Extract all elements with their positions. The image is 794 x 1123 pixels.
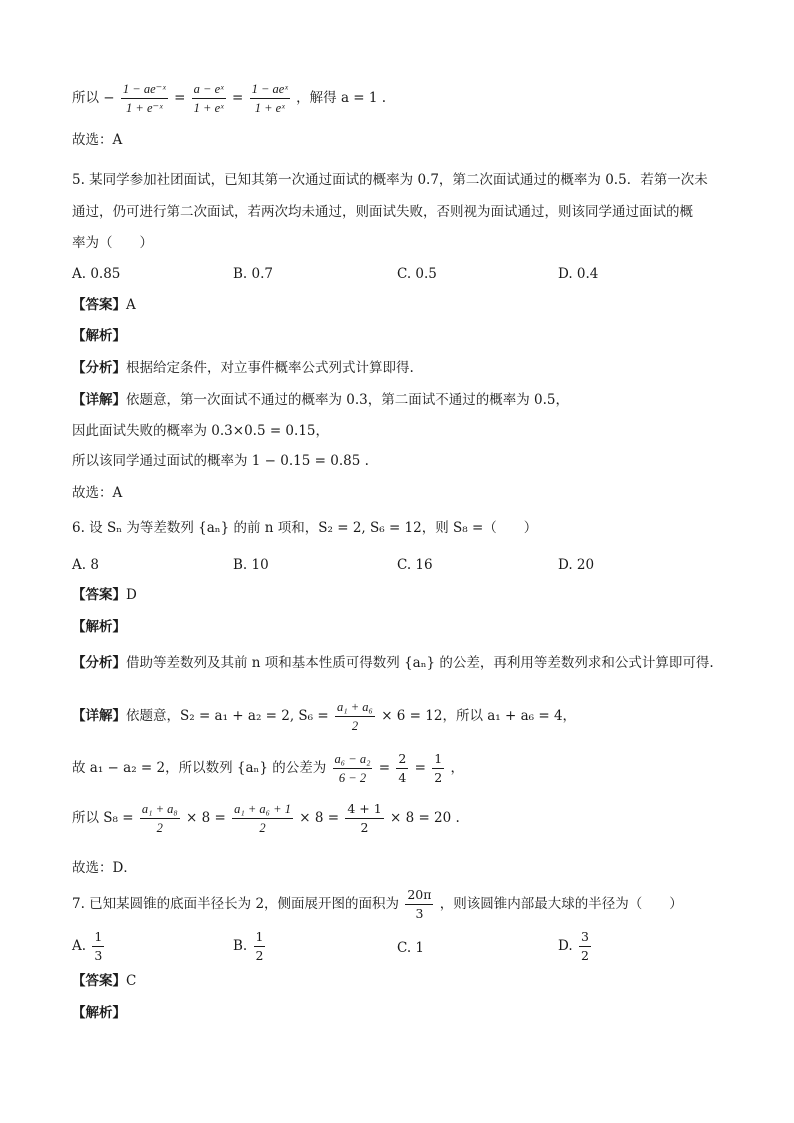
fraction: $\frac{1}{2}$ — [434, 751, 443, 785]
q7-option-c: C. 1 — [397, 940, 425, 956]
fraction: $\frac{3}{2}$ — [580, 929, 589, 963]
fraction: $\frac{\text{a₁ + a₆ + 1}}{2}$ — [234, 802, 291, 835]
q6-answer: 【答案】D — [72, 587, 137, 603]
q5-choose: 故选：A — [72, 485, 123, 501]
q6-option-a: A. 8 — [72, 557, 99, 573]
q5-option-c: C. 0.5 — [397, 266, 437, 282]
q7-option-a: A. $\frac{1}{3}$ — [72, 929, 103, 963]
fraction: $\frac{\text{1 − ae⁻ˣ}}{\text{1 + e⁻ˣ}}$ — [122, 82, 166, 115]
fraction: $\frac{\text{a − eˣ}}{\text{1 + eˣ}}$ — [193, 82, 224, 115]
q7-analysis-heading: 【解析】 — [72, 1005, 126, 1021]
q6-option-b: B. 10 — [233, 557, 269, 573]
q6-detail-line3: 所以 S₈ = $\frac{\text{a₁ + a₈}}{2}$ × 8 = $\frac{\text{a₁ + a₆ + 1}}{2}$ × 8 = $\frac{4 + 1}{2}$ × 8 = 20 . — [72, 801, 460, 835]
q5-option-a: A. 0.85 — [72, 266, 121, 282]
q6-options — [72, 554, 712, 576]
q5-stem-line3: 率为（ ） — [72, 235, 153, 251]
q5-stem-line2: 通过，仍可进行第二次面试，若两次均未通过，则面试失败，否则视为面试通过，则该同学通过面试的概 — [72, 204, 693, 220]
q7-option-b: B. $\frac{1}{2}$ — [233, 929, 264, 963]
q5-detail-line2: 因此面试失败的概率为 0.3×0.5 = 0.15， — [72, 423, 329, 439]
q6-analysis-heading: 【解析】 — [72, 619, 126, 635]
q6-option-d: D. 20 — [558, 557, 595, 573]
q5-detail-line3: 所以该同学通过面试的概率为 1 − 0.15 = 0.85 . — [72, 453, 369, 469]
q6-fenxi: 【分析】借助等差数列及其前 n 项和基本性质可得数列 {aₙ} 的公差，再利用等差数列求和公式计算即可得. — [72, 655, 714, 671]
fraction: $\frac{\text{a₁ + a₆}}{2}$ — [337, 700, 373, 733]
q5-options — [72, 263, 712, 285]
q6-option-c: C. 16 — [397, 557, 433, 573]
fraction: $\frac{\text{1 − aeˣ}}{\text{1 + eˣ}}$ — [251, 82, 288, 115]
q7-option-d: D. $\frac{3}{2}$ — [558, 929, 589, 963]
q5-option-d: D. 0.4 — [558, 266, 599, 282]
fraction: $\frac{1}{3}$ — [94, 929, 103, 963]
q6-choose: 故选：D． — [72, 860, 137, 876]
q7-answer: 【答案】C — [72, 973, 137, 989]
q6-detail-line2: 故 a₁ − a₂ = 2，所以数列 {aₙ} 的公差为 $\frac{\text{a₆ − a₂}}{6 - 2}$ = $\frac{2}{4}$ = $\frac{1}{2}$ ， — [72, 751, 464, 785]
fraction: $\frac{1}{2}$ — [255, 929, 264, 963]
fraction: $\frac{\text{a₁ + a₈}}{2}$ — [141, 802, 178, 835]
prev-choose: 故选：A — [72, 132, 123, 148]
q6-stem: 6. 设 Sₙ 为等差数列 {aₙ} 的前 n 项和，S₂ = 2, S₆ = 12，则 S₈ =（ ） — [72, 520, 538, 536]
q5-analysis-heading: 【解析】 — [72, 328, 126, 344]
prev-solution-line: 所以 − $\frac{\text{1 − ae⁻ˣ}}{\text{1 + e⁻ˣ}}$ = $\frac{\text{a − eˣ}}{\text{1 + eˣ}}$ = $\frac{\text{1 − aeˣ}}{\text{1 + eˣ}}$ ，解得 a = 1 . — [72, 82, 387, 115]
fraction: $\frac{2}{4}$ — [398, 751, 407, 785]
q6-detail-line1: 【详解】依题意，S₂ = a₁ + a₂ = 2, S₆ = $\frac{\text{a₁ + a₆}}{2}$ × 6 = 12，所以 a₁ + a₆ = 4， — [72, 700, 577, 733]
fraction: $\frac{20\pi}{3}$ — [407, 887, 432, 921]
q5-detail-line1: 【详解】依题意，第一次面试不通过的概率为 0.3，第二面试不通过的概率为 0.5， — [72, 392, 570, 408]
q5-stem-line1: 5. 某同学参加社团面试，已知其第一次通过面试的概率为 0.7，第二次面试通过的概率为 0.5．若第一次未 — [72, 172, 708, 188]
fraction: $\frac{\text{a₆ − a₂}}{6 - 2}$ — [334, 752, 371, 785]
q7-options — [72, 928, 712, 968]
q5-option-b: B. 0.7 — [233, 266, 273, 282]
q7-stem: 7. 已知某圆锥的底面半径长为 2，侧面展开图的面积为 $\frac{20\pi}{3}$ ，则该圆锥内部最大球的半径为（ ） — [72, 887, 683, 921]
fraction: $\frac{4 + 1}{2}$ — [347, 801, 382, 835]
q5-fenxi: 【分析】根据给定条件，对立事件概率公式列式计算即得. — [72, 360, 414, 376]
q5-answer: 【答案】A — [72, 297, 136, 313]
